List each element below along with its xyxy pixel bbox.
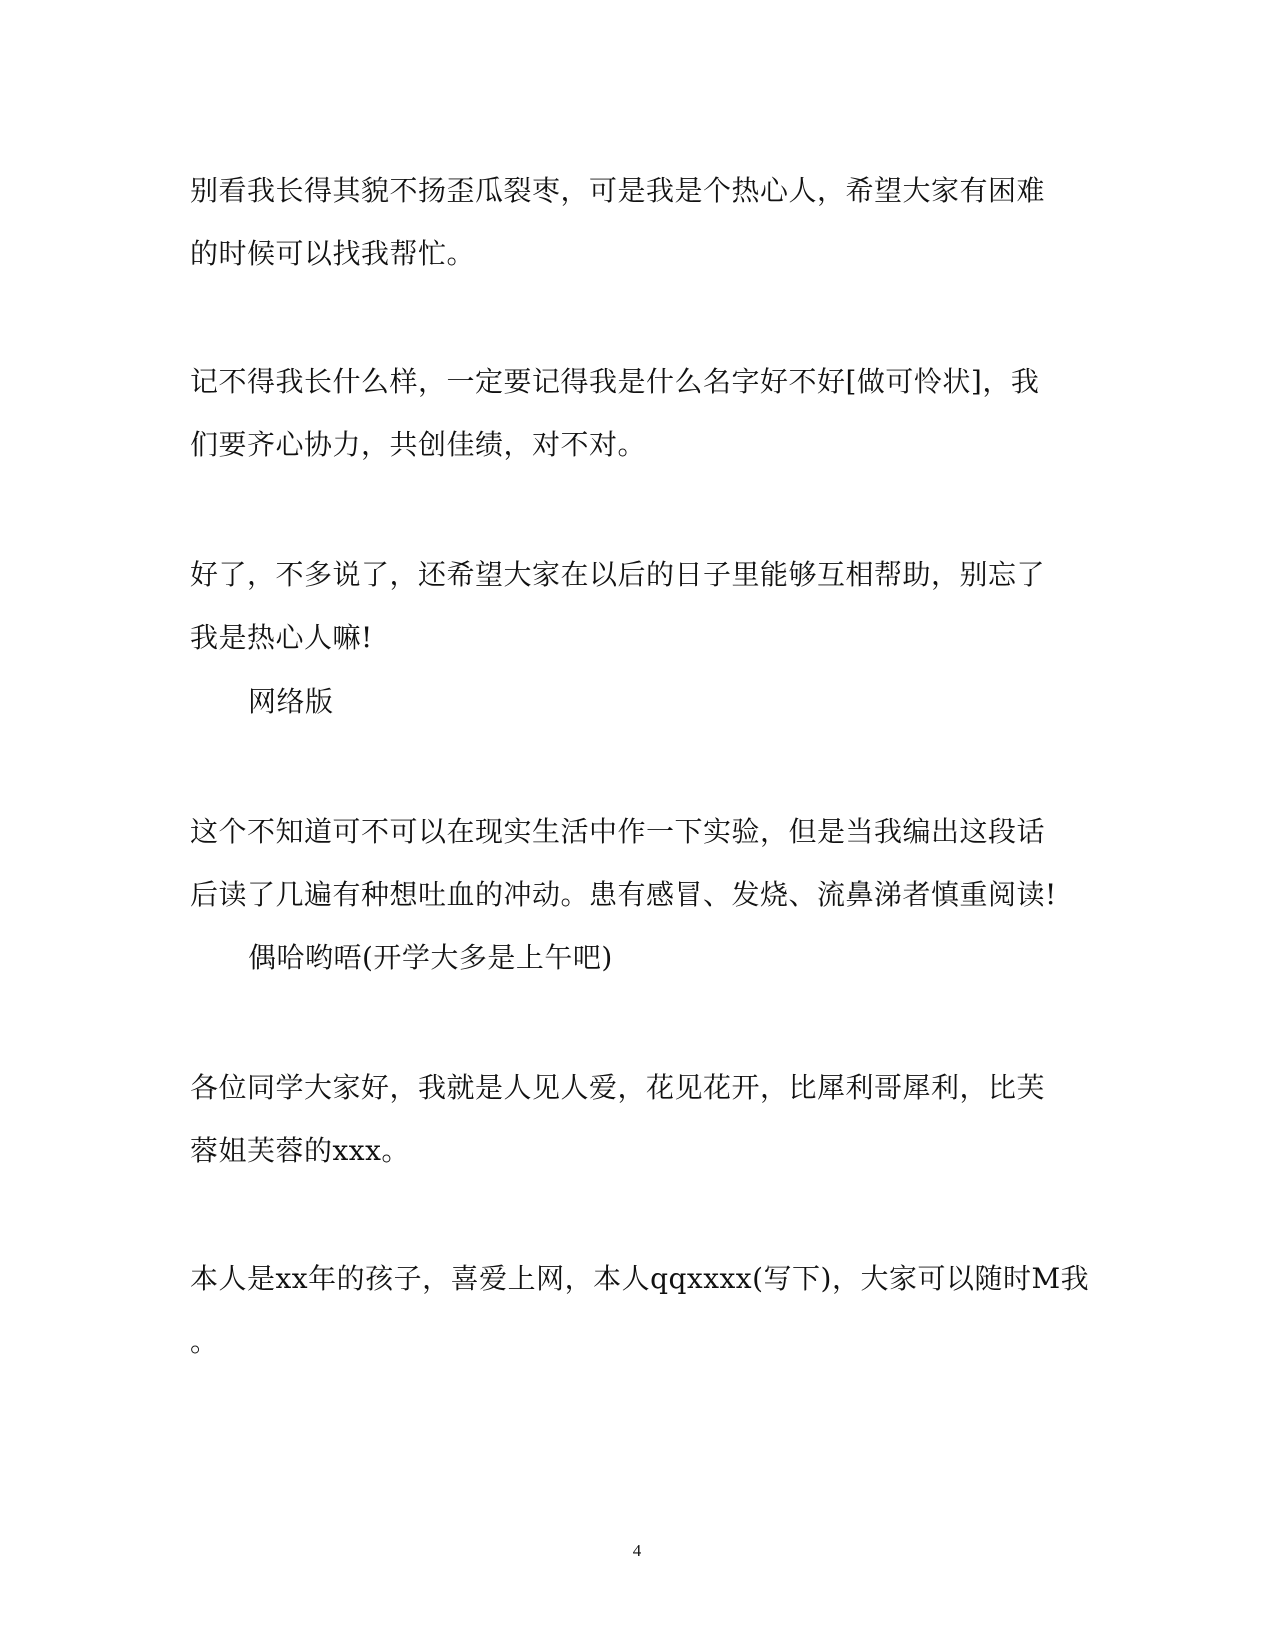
paragraph-6-line-2: 。	[190, 1325, 219, 1358]
paragraph-3-line-1: 好了，不多说了，还希望大家在以后的日子里能够互相帮助，别忘了	[190, 558, 1046, 591]
section-heading-ou-ha: 偶哈哟唔(开学大多是上午吧)	[248, 941, 613, 974]
paragraph-4-line-1: 这个不知道可不可以在现实生活中作一下实验，但是当我编出这段话	[190, 815, 1046, 848]
paragraph-2-line-1: 记不得我长什么样，一定要记得我是什么名字好不好[做可怜状]，我	[190, 365, 1040, 398]
page-number: 4	[632, 1541, 642, 1560]
paragraph-5-line-1: 各位同学大家好，我就是人见人爱，花见花开，比犀利哥犀利，比芙	[190, 1071, 1046, 1104]
paragraph-3-line-2: 我是热心人嘛!	[190, 621, 373, 654]
paragraph-2-line-2: 们要齐心协力，共创佳绩，对不对。	[190, 428, 647, 461]
section-heading-network-version: 网络版	[248, 685, 334, 718]
paragraph-1-line-2: 的时候可以找我帮忙。	[190, 237, 476, 270]
paragraph-1-line-1: 别看我长得其貌不扬歪瓜裂枣，可是我是个热心人，希望大家有困难	[190, 174, 1046, 207]
paragraph-5-line-2: 蓉姐芙蓉的xxx。	[190, 1134, 410, 1167]
paragraph-6-line-1: 本人是xx年的孩子，喜爱上网，本人qqxxxx(写下)，大家可以随时M我	[190, 1262, 1090, 1295]
paragraph-4-line-2: 后读了几遍有种想吐血的冲动。患有感冒、发烧、流鼻涕者慎重阅读!	[190, 878, 1057, 911]
